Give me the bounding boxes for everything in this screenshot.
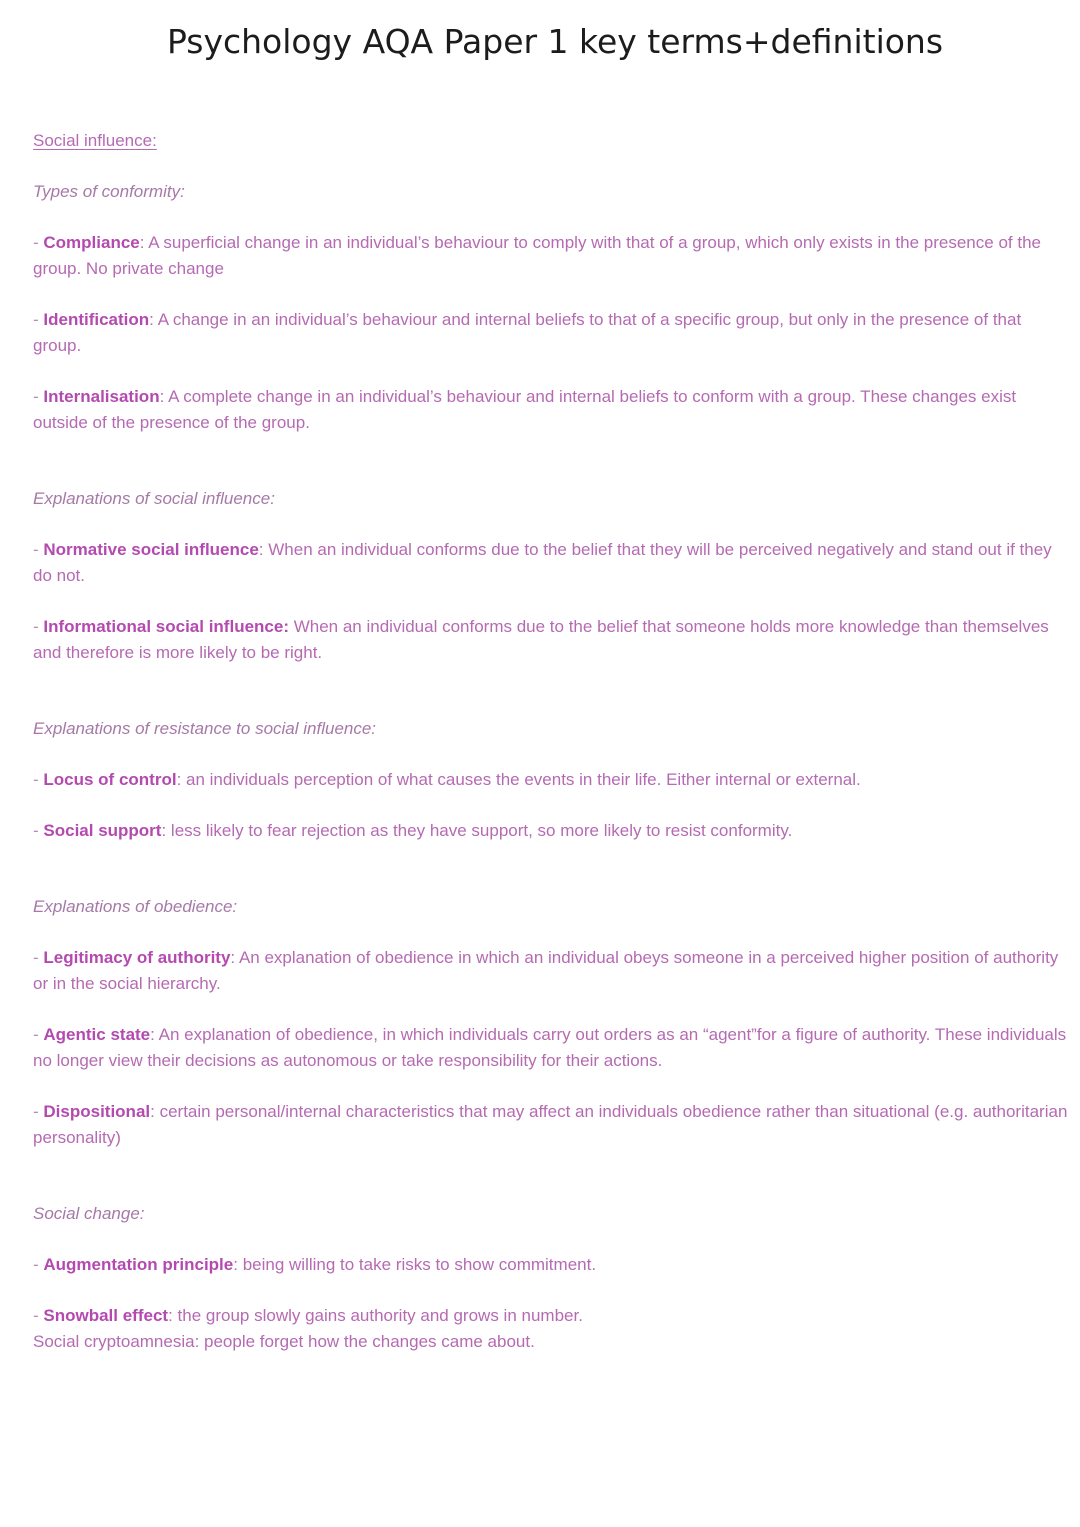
section-title: Social influence: <box>33 131 157 150</box>
term-name: Dispositional <box>43 1102 151 1121</box>
bullet-dash: - <box>33 1255 44 1274</box>
term-name: Internalisation <box>43 387 160 406</box>
group-explanations-social-influence <box>33 486 1073 666</box>
term-name: Identification <box>43 310 150 329</box>
term-item: - Locus of control: an individuals perception of what causes the events in their life. Either internal or external. <box>33 770 861 789</box>
term-name: Legitimacy of authority <box>43 948 231 967</box>
term-name: Snowball effect <box>43 1306 169 1325</box>
group-heading: Explanations of resistance to social influence: <box>33 719 377 738</box>
term-definition: being willing to take risks to show commitment. <box>237 1255 597 1274</box>
group-explanations-obedience <box>33 894 1073 1151</box>
term-item: - Dispositional: certain personal/internal characteristics that may affect an individuals obedience rather than situational (e.g. authoritarian personality) <box>33 1102 1068 1147</box>
term-item: - Agentic state: An explanation of obedience, in which individuals carry out orders as an “agent”for a figure of authority. These individuals no longer view their decisions as autonomous or take responsibility for their actions. <box>33 1025 1067 1070</box>
term-item: - Snowball effect: the group slowly gains authority and grows in number. <box>33 1306 583 1325</box>
group-heading: Explanations of obedience: <box>33 897 238 916</box>
group-social-change <box>33 1201 1073 1355</box>
bullet-dash: - <box>33 948 44 967</box>
group-heading: Explanations of social influence: <box>33 489 275 508</box>
term-definition: An explanation of obedience, in which individuals carry out orders as an “agent”for a figure of authority. These individuals no longer view their decisions as autonomous or take responsibility for their actions. <box>33 1025 1067 1070</box>
term-definition: certain personal/internal characteristics that may affect an individuals obedience rather than situational (e.g. authoritarian personality) <box>33 1102 1068 1147</box>
term-name: Locus of control <box>43 770 177 789</box>
bullet-dash: - <box>33 1102 44 1121</box>
term-name: Informational social influence: <box>43 617 289 636</box>
term-item: - Compliance: A superficial change in an individual’s behaviour to comply with that of a group, which only exists in the presence of the group. No private change <box>33 233 1041 278</box>
term-name: Normative social influence <box>43 540 259 559</box>
term-item: - Normative social influence: When an individual conforms due to the belief that they will be perceived negatively and stand out if they do not. <box>33 540 1052 585</box>
group-resistance-social-influence <box>33 716 1073 844</box>
term-name: Compliance <box>43 233 140 252</box>
term-item: - Legitimacy of authority: An explanation of obedience in which an individual obeys someone in a perceived higher position of authority or in the social hierarchy. <box>33 948 1059 993</box>
bullet-dash: - <box>33 387 44 406</box>
term-definition: an individuals perception of what causes the events in their life. Either internal or external. <box>181 770 861 789</box>
term-item <box>33 614 1073 666</box>
term-definition: When an individual conforms due to the belief that they will be perceived negatively and stand out if they do not. <box>33 540 1052 585</box>
term-name: Augmentation principle <box>43 1255 234 1274</box>
bullet-dash: - <box>33 617 44 636</box>
group-types-of-conformity <box>33 179 1073 436</box>
bullet-dash: - <box>33 233 44 252</box>
term-item: - Internalisation: A complete change in an individual’s behaviour and internal beliefs to conform with a group. These changes exist outside of the presence of the group. <box>33 387 1017 432</box>
term-definition: An explanation of obedience in which an individual obeys someone in a perceived higher position of authority or in the social hierarchy. <box>33 948 1059 993</box>
bullet-dash: - <box>33 540 44 559</box>
term-definition: less likely to fear rejection as they have support, so more likely to resist conformity. <box>166 821 793 840</box>
group-heading: Social change: <box>33 1204 145 1223</box>
term-item: - Augmentation principle: being willing to take risks to show commitment. <box>33 1255 597 1274</box>
bullet-dash: - <box>33 1025 44 1044</box>
bullet-dash: - <box>33 770 44 789</box>
bullet-dash: - <box>33 1306 44 1325</box>
term-name: Social support <box>43 821 162 840</box>
bullet-dash: - <box>33 821 44 840</box>
page-title: Psychology AQA Paper 1 key terms+definitions <box>166 22 944 61</box>
term-name: Agentic state <box>43 1025 151 1044</box>
term-item: - Identification: A change in an individual’s behaviour and internal beliefs to that of a specific group, but only in the presence of that group. <box>33 310 1022 355</box>
term-item: - Social support: less likely to fear rejection as they have support, so more likely to resist conformity. <box>33 821 793 840</box>
extra-definition-line: Social cryptoamnesia: people forget how the changes came about. <box>33 1332 535 1351</box>
group-heading: Types of conformity: <box>33 182 185 201</box>
term-definition: the group slowly gains authority and grows in number. <box>172 1306 583 1325</box>
notes-content <box>33 128 1073 1355</box>
term-definition: A change in an individual’s behaviour and internal beliefs to that of a specific group, but only in the presence of that group. <box>33 310 1022 355</box>
term-definition: A superficial change in an individual’s behaviour to comply with that of a group, which only exists in the presence of the group. No private change <box>33 233 1041 278</box>
term-definition: When an individual conforms due to the belief that someone holds more knowledge than themselves and therefore is more likely to be right. <box>33 617 1049 662</box>
term-definition: A complete change in an individual’s behaviour and internal beliefs to conform with a group. These changes exist outside of the presence of the group. <box>33 387 1017 432</box>
bullet-dash: - <box>33 310 44 329</box>
